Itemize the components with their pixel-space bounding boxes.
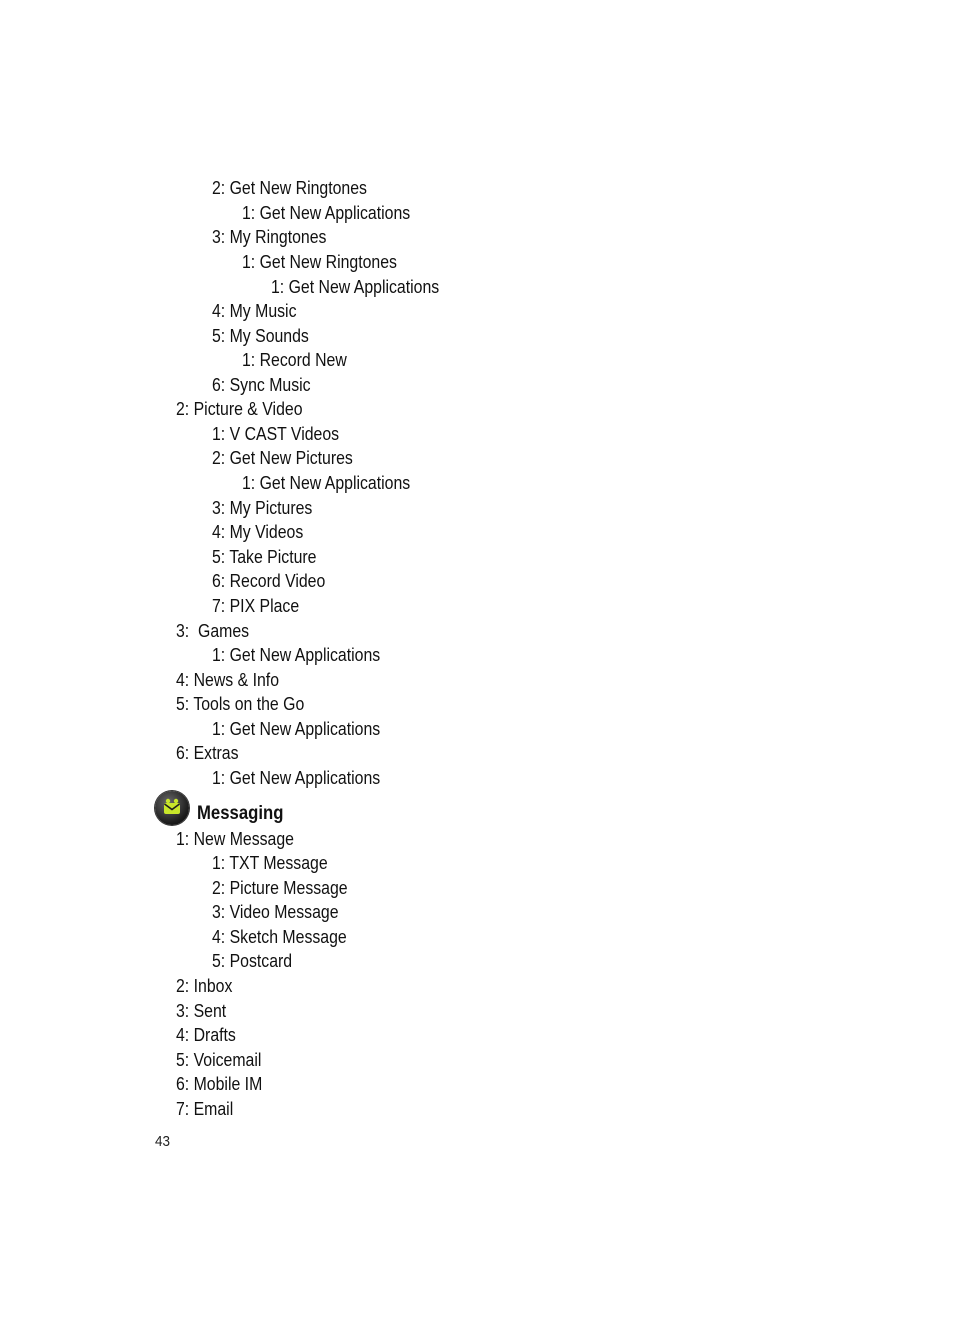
menu-item: 1: Get New Applications <box>212 768 381 788</box>
menu-item: 7: PIX Place <box>212 596 300 616</box>
menu-item: 1: Get New Applications <box>212 645 381 665</box>
menu-item: 6: Sync Music <box>212 375 311 395</box>
menu-item: 6: Extras <box>176 743 239 763</box>
menu-item: 6: Mobile IM <box>176 1074 263 1094</box>
menu-item: 5: Postcard <box>212 951 293 971</box>
menu-item: 3: Video Message <box>212 902 339 922</box>
messaging-section-header <box>155 790 295 826</box>
menu-item: 2: Inbox <box>176 976 233 996</box>
menu-item: 5: My Sounds <box>212 326 309 346</box>
menu-item: 1: Get New Applications <box>271 277 440 297</box>
menu-item: 2: Picture & Video <box>176 399 303 419</box>
menu-item: 3: Sent <box>176 1001 227 1021</box>
page-number: 43 <box>155 1133 171 1150</box>
menu-item: 4: My Videos <box>212 522 304 542</box>
menu-item: 5: Tools on the Go <box>176 694 305 714</box>
menu-item: 1: Record New <box>242 350 347 370</box>
menu-item: 1: Get New Applications <box>242 473 411 493</box>
menu-item: 7: Email <box>176 1099 234 1119</box>
menu-item: 2: Get New Ringtones <box>212 178 367 198</box>
menu-item: 4: Sketch Message <box>212 927 347 947</box>
menu-item: 3: Games <box>176 621 250 641</box>
menu-item: 4: News & Info <box>176 670 280 690</box>
menu-item: 5: Voicemail <box>176 1050 262 1070</box>
menu-item: 1: V CAST Videos <box>212 424 340 444</box>
menu-item: 1: TXT Message <box>212 853 328 873</box>
envelope-icon <box>160 796 184 820</box>
menu-item: 1: New Message <box>176 829 294 849</box>
menu-item: 3: My Ringtones <box>212 227 327 247</box>
messaging-icon <box>155 791 189 825</box>
menu-item: 1: Get New Applications <box>242 203 411 223</box>
menu-item: 1: Get New Applications <box>212 719 381 739</box>
menu-item: 3: My Pictures <box>212 498 313 518</box>
menu-item: 4: Drafts <box>176 1025 236 1045</box>
menu-item: 2: Picture Message <box>212 878 348 898</box>
menu-item: 6: Record Video <box>212 571 326 591</box>
menu-item: 4: My Music <box>212 301 297 321</box>
section-title: Messaging <box>197 803 284 824</box>
menu-item: 5: Take Picture <box>212 547 317 567</box>
menu-item: 1: Get New Ringtones <box>242 252 397 272</box>
menu-item: 2: Get New Pictures <box>212 448 353 468</box>
